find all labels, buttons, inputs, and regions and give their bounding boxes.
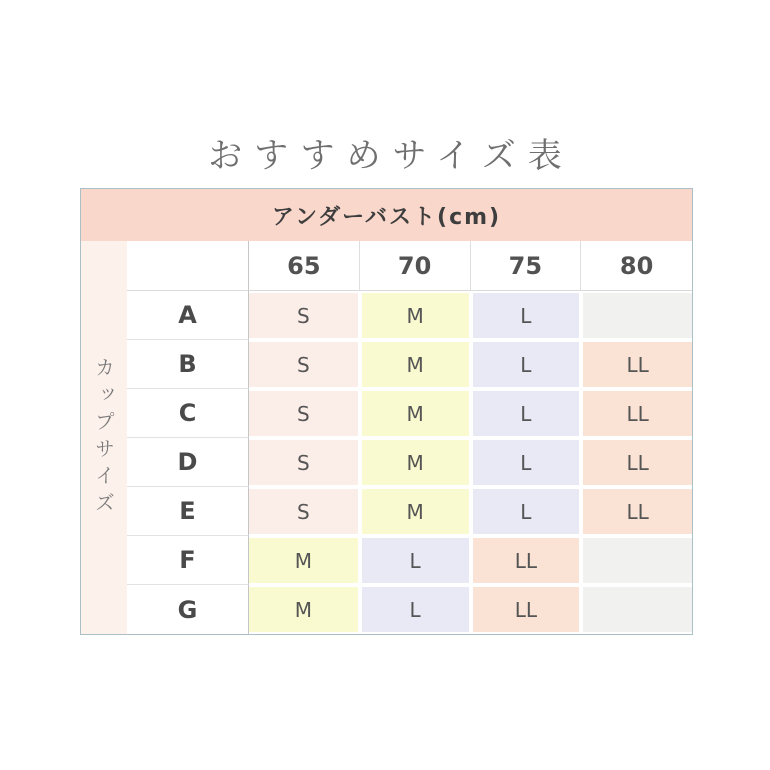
size-cell-B-65 <box>249 340 360 389</box>
size-cell-D-65 <box>249 438 360 487</box>
size-cell-B-75 <box>471 340 582 389</box>
size-value-empty <box>583 538 692 583</box>
size-value: M <box>362 342 469 387</box>
size-cell-G-75 <box>471 585 582 634</box>
size-value: M <box>362 440 469 485</box>
size-value: LL <box>583 391 692 436</box>
size-value: S <box>249 440 358 485</box>
size-cell-E-80 <box>581 487 692 536</box>
size-cell-A-70 <box>360 291 471 340</box>
size-value: L <box>473 489 580 534</box>
size-value: LL <box>473 538 580 583</box>
size-cell-D-70 <box>360 438 471 487</box>
size-cell-G-80 <box>581 585 692 634</box>
underbust-header: アンダーバスト(cm) <box>81 189 692 241</box>
row-label-C: C <box>127 389 249 438</box>
size-value: L <box>473 342 580 387</box>
column-header-70: 70 <box>360 241 471 291</box>
size-cell-F-70 <box>360 536 471 585</box>
size-value: M <box>362 391 469 436</box>
size-value: L <box>362 587 469 632</box>
size-value: S <box>249 342 358 387</box>
size-value: M <box>362 293 469 338</box>
cup-size-axis-label: カップサイズ <box>81 241 127 634</box>
size-cell-E-65 <box>249 487 360 536</box>
column-header-75: 75 <box>471 241 582 291</box>
size-cell-C-70 <box>360 389 471 438</box>
size-value: M <box>249 538 358 583</box>
size-cell-A-65 <box>249 291 360 340</box>
size-value: S <box>249 391 358 436</box>
row-label-B: B <box>127 340 249 389</box>
column-header-80: 80 <box>581 241 692 291</box>
size-cell-C-80 <box>581 389 692 438</box>
size-value: S <box>249 489 358 534</box>
row-label-G: G <box>127 585 249 634</box>
size-cell-D-80 <box>581 438 692 487</box>
size-cell-F-75 <box>471 536 582 585</box>
size-value: LL <box>583 489 692 534</box>
size-cell-G-65 <box>249 585 360 634</box>
size-table-body <box>81 241 692 634</box>
size-value-empty <box>583 587 692 632</box>
page-title: おすすめサイズ表 <box>208 136 574 176</box>
size-cell-C-75 <box>471 389 582 438</box>
size-grid <box>127 241 692 634</box>
size-cell-F-80 <box>581 536 692 585</box>
column-header-65: 65 <box>249 241 360 291</box>
size-value: L <box>362 538 469 583</box>
row-label-D: D <box>127 438 249 487</box>
size-value: M <box>362 489 469 534</box>
size-value: L <box>473 391 580 436</box>
size-cell-A-80 <box>581 291 692 340</box>
size-cell-E-75 <box>471 487 582 536</box>
corner-cell <box>127 241 249 291</box>
size-cell-C-65 <box>249 389 360 438</box>
size-cell-B-70 <box>360 340 471 389</box>
size-cell-B-80 <box>581 340 692 389</box>
size-value-empty <box>583 293 692 338</box>
size-value: L <box>473 293 580 338</box>
row-label-E: E <box>127 487 249 536</box>
size-value: M <box>249 587 358 632</box>
size-value: S <box>249 293 358 338</box>
row-label-F: F <box>127 536 249 585</box>
size-value: LL <box>473 587 580 632</box>
size-cell-A-75 <box>471 291 582 340</box>
row-label-A: A <box>127 291 249 340</box>
size-cell-E-70 <box>360 487 471 536</box>
size-value: L <box>473 440 580 485</box>
size-value: LL <box>583 342 692 387</box>
size-cell-G-70 <box>360 585 471 634</box>
size-cell-D-75 <box>471 438 582 487</box>
size-cell-F-65 <box>249 536 360 585</box>
size-value: LL <box>583 440 692 485</box>
size-table <box>80 188 693 635</box>
